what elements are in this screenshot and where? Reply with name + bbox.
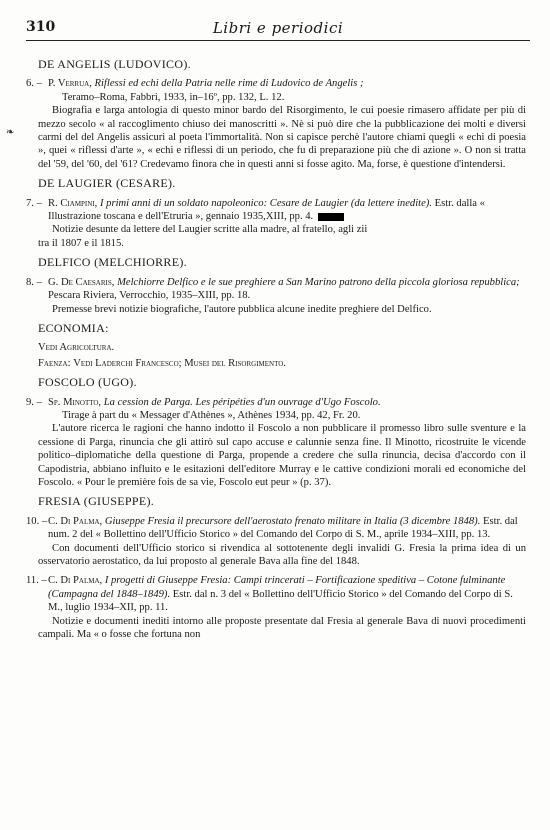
section-heading: FOSCOLO (UGO).: [38, 375, 137, 390]
running-title: Libri e periodici: [212, 19, 344, 37]
work-title: I progetti di Giuseppe Fresia: Campi trincerati – Fortificazione speditiva – Cotone fulminante (Campagna del 1848–1849).: [48, 575, 506, 600]
work-title: Giuseppe Fresia il precursore dell'aerostato frenato militare in Italia (3 dicembre 1848).: [104, 515, 481, 527]
entry-10: [26, 515, 526, 542]
entry-8: [26, 276, 526, 303]
abstract: Notizie e documenti inediti intorno alle proposte presentate dal Fresia al generale Bava di nuovi procedimenti campali. Ma « o fosse che fortuna non: [38, 615, 526, 641]
cross-reference: [38, 357, 526, 370]
section-heading: DE LAUGIER (CESARE).: [38, 176, 176, 191]
work-title: Riflessi ed echi della Patria nelle rime di Ludovico de Angelis ;: [94, 78, 364, 90]
entry-number: 10. –: [26, 515, 48, 527]
entry-number: 9. –: [26, 396, 42, 408]
abstract: Biografia e larga antologia di questo minor bardo del Risorgimento, le cui poesie rimasero affidate per più di mezzo secolo « al raccoglimento chiuso dei manoscritti ». Nè si può dire che la pubblicazione dei molti e diversi carmi del del Angelis assicuri al poeta l'immortalità. Non si capisce perchè l'autore chiami quegli « echi di poesia », quei « riflessi d'arte », « echi e riflessi di un periodo, che fu di preparazione più che di azione ». O non si tratta del '59, del '60, del '61? Credevamo finora che in questi anni si fosse agito. Ma, forse, è questione d'intendersi.: [38, 105, 526, 170]
section-de-angelis: [26, 58, 526, 171]
section-de-laugier: [26, 177, 526, 250]
publication-info: Pescara Riviera, Verrocchio, 1935–XIII, pp. 18.: [48, 290, 251, 302]
entry-11: [26, 574, 526, 614]
citation: [48, 77, 526, 104]
citation: [48, 574, 526, 614]
cross-reference-label: Faenza:: [38, 357, 71, 369]
entry-number: 7. –: [26, 197, 42, 209]
citation: [48, 396, 526, 423]
abstract: L'autore ricerca le ragioni che hanno indotto il Foscolo a non pubblicare il promesso libro sulle sventure e la cessione di Parga, rinuncia che gli attirò sul capo accuse e calunnie senza fine. Il Minotto, ricostruite le vicende politico–diplomatiche della questione di Parga, propende a credere che sulla rinuncia, decisa d'accordo con il Capodistria, abbiano influito e le esitazioni dell'editore Murray e le cattive condizioni morali ed economiche del Foscolo. « Pour le première fois de sa vie, Foscolo eut peur » (p. 37).: [38, 423, 526, 488]
redaction-mark: [318, 213, 344, 221]
work-title: Melchiorre Delfico e le sue preghiere a San Marino patrono della piccola gloriosa repubblica;: [117, 276, 520, 288]
section-foscolo: [26, 376, 526, 489]
publication-info: Estr. dalla « Illustrazione toscana e dell'Etruria », gennaio 1935,XIII, pp. 4.: [48, 197, 485, 223]
entry-7: [26, 197, 526, 224]
author: P. Verrua,: [48, 78, 92, 90]
publication-info: Tirage à part du « Messager d'Athènes », Athènes 1934, pp. 42, Fr. 20.: [62, 409, 361, 421]
work-title: La cession de Parga. Les péripéties d'un ouvrage d'Ugo Foscolo.: [103, 396, 381, 408]
section-heading: DELFICO (MELCHIORRE).: [38, 255, 187, 270]
citation: [48, 515, 526, 542]
publication-info: Teramo–Roma, Fabbri, 1933, in–16º, pp. 132, L. 12.: [62, 91, 285, 103]
section-delfico: [26, 256, 526, 316]
abstract: Notizie desunte da lettere del Laugier scritte alla madre, al fratello, agli zii: [52, 224, 368, 236]
cross-reference-text: Vedi Laderchi Francesco; Musei del Risorgimento.: [73, 357, 286, 369]
author: G. De Caesaris,: [48, 276, 115, 288]
author: C. Di Palma,: [48, 515, 103, 527]
margin-mark: ❧: [6, 127, 15, 138]
entry-9: [26, 396, 526, 423]
cross-reference: Vedi Agricoltura.: [38, 342, 115, 354]
section-heading: DE ANGELIS (LUDOVICO).: [38, 57, 191, 71]
page-number: 310: [26, 19, 56, 35]
section-heading: ECONOMIA:: [38, 320, 109, 335]
author: R. Ciampini,: [48, 197, 98, 209]
section-economia: [26, 322, 526, 370]
abstract: Premesse brevi notizie biografiche, l'autore pubblica alcune inedite preghiere del Delfico.: [52, 303, 432, 315]
bibliography-content: [26, 58, 526, 647]
author: Sp. Minotto,: [48, 396, 102, 408]
work-title: I primi anni di un soldato napoleonico: Cesare de Laugier (da lettere inedite).: [99, 197, 432, 209]
section-heading: FRESIA (GIUSEPPE).: [38, 494, 155, 509]
abstract-cont: tra il 1807 e il 1815.: [38, 237, 124, 249]
publication-info: Estr. dal num. 2 del « Bollettino dell'Ufficio Storico » del Comando del Corpo di S. M., aprile 1934–XIII, pp. 13.: [48, 515, 518, 541]
citation: [48, 276, 526, 303]
section-fresia: [26, 495, 526, 641]
page-header: [26, 18, 530, 41]
entry-6: [26, 77, 526, 104]
entry-number: 8. –: [26, 276, 42, 288]
citation: [48, 197, 526, 224]
entry-number: 6. –: [26, 78, 42, 90]
abstract: Con documenti dell'Ufficio storico si rivendica al sottotenente degli invalidi G. Fresia la prima idea di un osservatorio aerostatico, da lui proposto al generale Bava alla fine del 1848.: [38, 542, 526, 567]
entry-number: 11. –: [26, 575, 47, 587]
publication-info: Estr. dal n. 3 del « Bollettino dell'Ufficio Storico » del Comando del Corpo di S. M., luglio 1934–XII, pp. 11.: [48, 588, 513, 614]
author: C. Di Palma,: [48, 575, 103, 587]
